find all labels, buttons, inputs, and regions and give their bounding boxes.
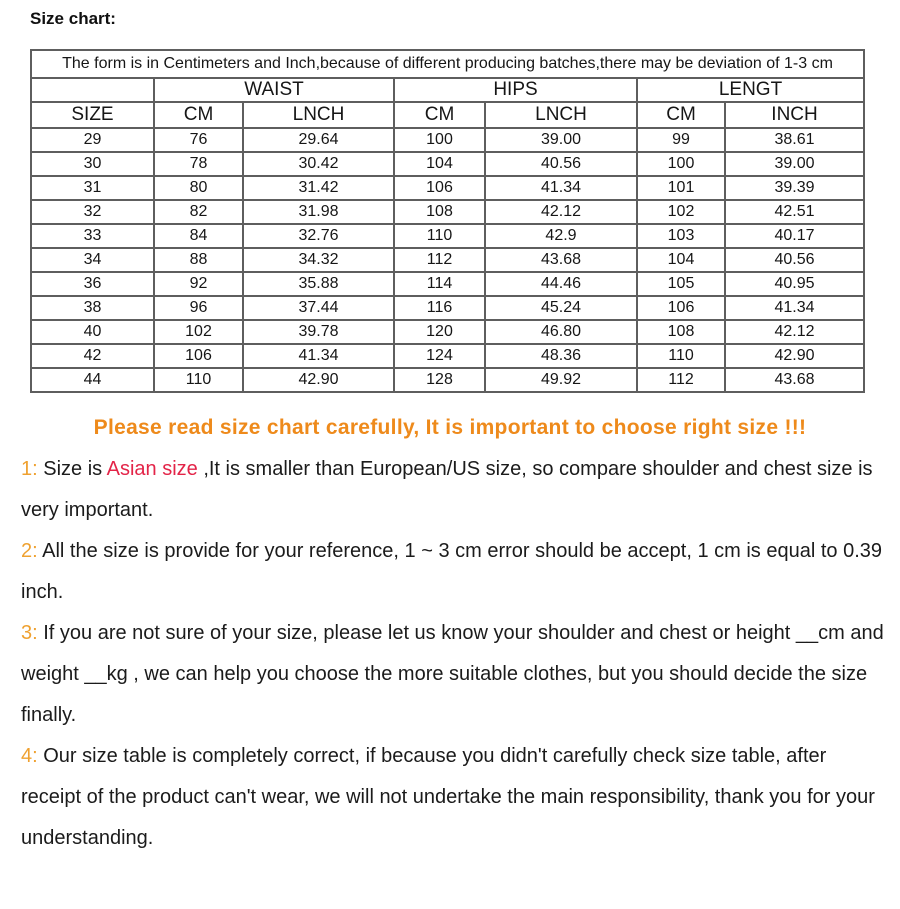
- value-cell: 40.56: [725, 248, 864, 272]
- size-cell: 44: [31, 368, 154, 392]
- note-item: [21, 613, 890, 736]
- value-cell: 100: [394, 128, 485, 152]
- page-title: Size chart:: [30, 9, 116, 28]
- value-cell: 41.34: [243, 344, 394, 368]
- value-cell: 42.51: [725, 200, 864, 224]
- table-row: [31, 248, 864, 272]
- note-item: [21, 531, 890, 613]
- value-cell: 110: [394, 224, 485, 248]
- table-note-row: [31, 50, 864, 78]
- table-row: [31, 152, 864, 176]
- value-cell: 102: [637, 200, 725, 224]
- value-cell: 44.46: [485, 272, 637, 296]
- value-cell: 48.36: [485, 344, 637, 368]
- value-cell: 96: [154, 296, 243, 320]
- value-cell: 76: [154, 128, 243, 152]
- value-cell: 40.17: [725, 224, 864, 248]
- note-number: 4:: [21, 745, 44, 767]
- note-text: Our size table is completely correct, if because you didn't carefully check size table, after receipt of the product can't wear, we will not undertake the main responsibility, thank you for your understanding.: [21, 745, 875, 849]
- value-cell: 106: [394, 176, 485, 200]
- value-cell: 92: [154, 272, 243, 296]
- value-cell: 102: [154, 320, 243, 344]
- col-header-waist-cm: CM: [154, 102, 243, 128]
- note-item: [21, 449, 890, 531]
- value-cell: 78: [154, 152, 243, 176]
- note-text: If you are not sure of your size, please let us know your shoulder and chest or height __cm and weight __kg , we can help you choose the more suitable clothes, but you should decide the size finally.: [21, 622, 884, 726]
- value-cell: 34.32: [243, 248, 394, 272]
- size-cell: 34: [31, 248, 154, 272]
- size-cell: 36: [31, 272, 154, 296]
- highlight-text: Asian size: [106, 458, 198, 480]
- value-cell: 112: [637, 368, 725, 392]
- note-number: 1:: [21, 458, 44, 480]
- col-header-waist-inch: LNCH: [243, 102, 394, 128]
- size-cell: 30: [31, 152, 154, 176]
- table-row: [31, 272, 864, 296]
- col-header-hips-cm: CM: [394, 102, 485, 128]
- value-cell: 116: [394, 296, 485, 320]
- value-cell: 100: [637, 152, 725, 176]
- value-cell: 30.42: [243, 152, 394, 176]
- value-cell: 38.61: [725, 128, 864, 152]
- table-row: [31, 368, 864, 392]
- group-header-lengt: LENGT: [637, 78, 864, 102]
- size-cell: 38: [31, 296, 154, 320]
- value-cell: 40.56: [485, 152, 637, 176]
- value-cell: 110: [154, 368, 243, 392]
- value-cell: 42.12: [725, 320, 864, 344]
- value-cell: 39.00: [725, 152, 864, 176]
- size-cell: 40: [31, 320, 154, 344]
- table-note: The form is in Centimeters and Inch,because of different producing batches,there may be deviation of 1-3 cm: [31, 50, 864, 78]
- value-cell: 39.78: [243, 320, 394, 344]
- table-row: [31, 128, 864, 152]
- value-cell: 31.42: [243, 176, 394, 200]
- value-cell: 120: [394, 320, 485, 344]
- value-cell: 41.34: [725, 296, 864, 320]
- value-cell: 32.76: [243, 224, 394, 248]
- size-cell: 31: [31, 176, 154, 200]
- value-cell: 101: [637, 176, 725, 200]
- value-cell: 37.44: [243, 296, 394, 320]
- value-cell: 82: [154, 200, 243, 224]
- value-cell: 42.90: [243, 368, 394, 392]
- col-header-size: SIZE: [31, 102, 154, 128]
- value-cell: 43.68: [725, 368, 864, 392]
- value-cell: 110: [637, 344, 725, 368]
- group-header-hips: HIPS: [394, 78, 637, 102]
- value-cell: 108: [637, 320, 725, 344]
- value-cell: 35.88: [243, 272, 394, 296]
- value-cell: 45.24: [485, 296, 637, 320]
- value-cell: 39.39: [725, 176, 864, 200]
- value-cell: 114: [394, 272, 485, 296]
- value-cell: 104: [394, 152, 485, 176]
- table-row: [31, 200, 864, 224]
- value-cell: 39.00: [485, 128, 637, 152]
- note-text: Size is: [43, 458, 107, 480]
- note-number: 2:: [21, 540, 43, 562]
- value-cell: 128: [394, 368, 485, 392]
- sub-header-row: [31, 102, 864, 128]
- value-cell: 106: [154, 344, 243, 368]
- value-cell: 104: [637, 248, 725, 272]
- size-chart-table: [30, 49, 865, 393]
- value-cell: 43.68: [485, 248, 637, 272]
- value-cell: 124: [394, 344, 485, 368]
- corner-cell: [31, 78, 154, 102]
- col-header-hips-inch: LNCH: [485, 102, 637, 128]
- value-cell: 112: [394, 248, 485, 272]
- value-cell: 42.9: [485, 224, 637, 248]
- size-chart-page: [0, 9, 900, 859]
- table-row: [31, 224, 864, 248]
- value-cell: 80: [154, 176, 243, 200]
- col-header-lengt-cm: CM: [637, 102, 725, 128]
- table-row: [31, 176, 864, 200]
- value-cell: 49.92: [485, 368, 637, 392]
- size-table-body: [31, 50, 864, 392]
- size-cell: 33: [31, 224, 154, 248]
- warning-text: Please read size chart carefully, It is important to choose right size !!!: [93, 416, 807, 439]
- value-cell: 40.95: [725, 272, 864, 296]
- value-cell: 41.34: [485, 176, 637, 200]
- size-cell: 42: [31, 344, 154, 368]
- note-text: ,It is smaller than European/US size, so compare shoulder and chest size is very important.: [21, 458, 873, 521]
- value-cell: 46.80: [485, 320, 637, 344]
- note-item: [21, 736, 890, 859]
- value-cell: 105: [637, 272, 725, 296]
- value-cell: 106: [637, 296, 725, 320]
- value-cell: 88: [154, 248, 243, 272]
- note-number: 3:: [21, 622, 44, 644]
- value-cell: 84: [154, 224, 243, 248]
- size-cell: 29: [31, 128, 154, 152]
- value-cell: 108: [394, 200, 485, 224]
- table-row: [31, 344, 864, 368]
- value-cell: 31.98: [243, 200, 394, 224]
- note-text: All the size is provide for your reference, 1 ~ 3 cm error should be accept, 1 cm is equal to 0.39 inch.: [21, 540, 883, 603]
- col-header-lengt-inch: INCH: [725, 102, 864, 128]
- size-cell: 32: [31, 200, 154, 224]
- value-cell: 42.12: [485, 200, 637, 224]
- table-row: [31, 320, 864, 344]
- table-row: [31, 296, 864, 320]
- group-header-row: [31, 78, 864, 102]
- value-cell: 99: [637, 128, 725, 152]
- value-cell: 42.90: [725, 344, 864, 368]
- value-cell: 29.64: [243, 128, 394, 152]
- group-header-waist: WAIST: [154, 78, 394, 102]
- notes: [21, 449, 890, 859]
- value-cell: 103: [637, 224, 725, 248]
